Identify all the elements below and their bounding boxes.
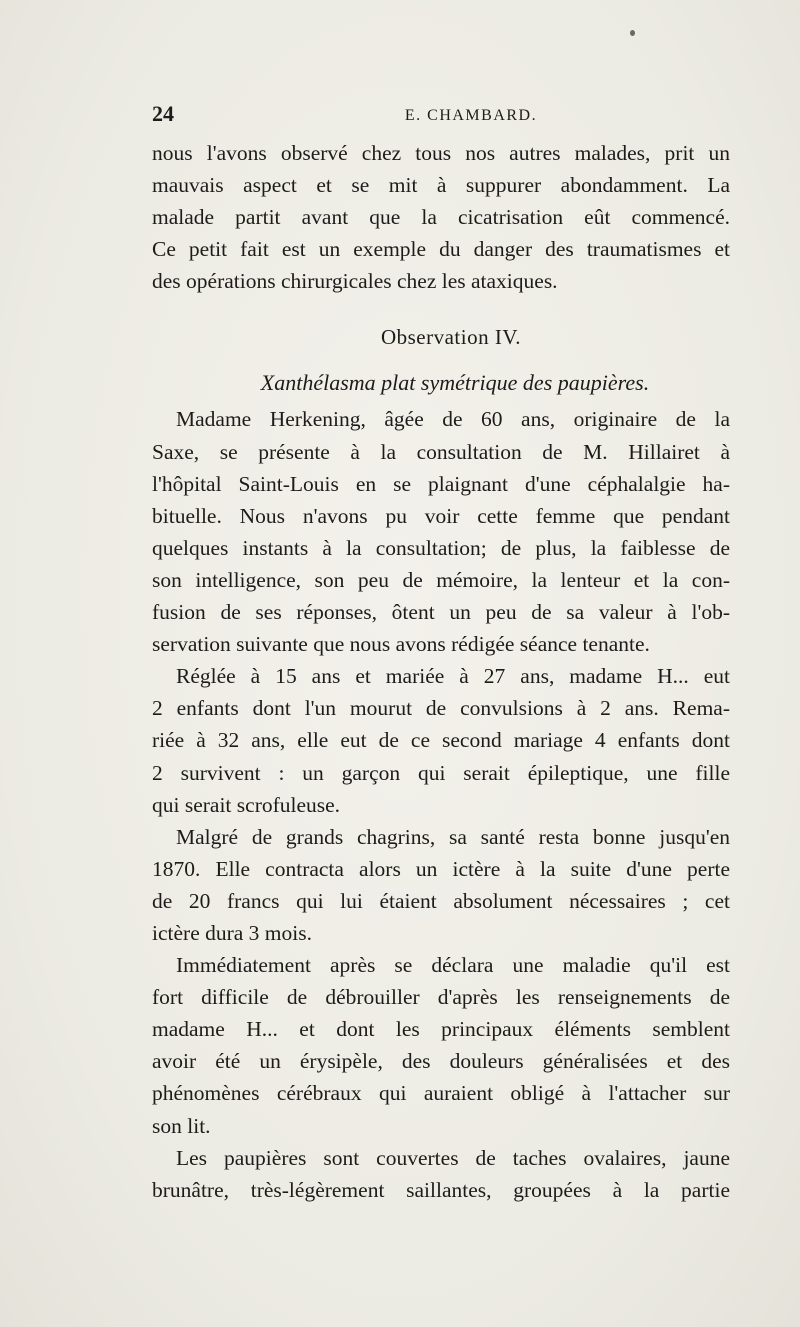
observation-heading: Observation IV. [380,325,522,350]
text-line: son intelligence, son peu de mémoire, la lenteur et la con- [152,567,730,592]
text-line: Immédiatement après se déclara une maladie qu'il est [176,953,730,978]
paragraph [152,949,730,1142]
observation-subtitle: Xanthélasma plat symétrique des paupières. [260,370,650,396]
text-line: de 20 francs qui lui étaient absolument nécessaires ; cet [152,888,730,913]
text-line: malade partit avant que la cicatrisation eût commencé. [152,205,730,230]
text-line: Les paupières sont couvertes de taches ovalaires, jaune [176,1145,730,1170]
page-number: 24 [152,101,174,126]
text-line: Réglée à 15 ans et mariée à 27 ans, madame H... eut [176,664,730,689]
text-line: fusion de ses réponses, ôtent un peu de sa valeur à l'ob- [152,600,730,625]
paragraph [152,660,730,820]
text-line: madame H... et dont les principaux éléments semblent [152,1017,730,1042]
text-line: fort difficile de débrouiller d'après les renseignements de [152,985,730,1010]
text-line: Ce petit fait est un exemple du danger des traumatismes et [152,237,730,262]
ink-speck [630,30,635,36]
text-line: ictère dura 3 mois. [152,920,313,945]
text-line: servation suivante que nous avons rédigée séance tenante. [152,632,650,657]
paragraphs-before [152,137,730,297]
text-line: nous l'avons observé chez tous nos autres malades, prit un [152,141,730,165]
text-line: mauvais aspect et se mit à suppurer abondamment. La [152,173,730,198]
text-line: qui serait scrofuleuse. [152,792,341,817]
paragraph [152,821,730,949]
paragraph [152,137,730,297]
text-line: 1870. Elle contracta alors un ictère à la suite d'une perte [152,856,730,881]
text-line: des opérations chirurgicales chez les ataxiques. [152,269,558,294]
text-line: avoir été un érysipèle, des douleurs généralisées et des [152,1049,730,1074]
text-line: l'hôpital Saint-Louis en se plaignant d'une céphalalgie ha- [152,471,730,496]
text-line: Saxe, se présente à la consultation de M. Hillairet à [152,439,730,464]
text-line: 2 enfants dont l'un mourut de convulsions à 2 ans. Rema- [152,696,730,721]
text-line: 2 survivent : un garçon qui serait épileptique, une fille [152,760,730,785]
text-line: son lit. [152,1113,211,1138]
text-line: riée à 32 ans, elle eut de ce second mariage 4 enfants dont [152,728,730,753]
text-line: brunâtre, très-légèrement saillantes, groupées à la partie [152,1177,730,1202]
paragraphs-after [152,403,730,1205]
paragraph [152,403,730,660]
body-text [152,137,730,1206]
text-line: bituelle. Nous n'avons pu voir cette femme que pendant [152,503,730,528]
paragraph [152,1142,730,1206]
text-line: quelques instants à la consultation; de plus, la faiblesse de [152,535,730,560]
page-header [152,99,730,129]
text-line: Madame Herkening, âgée de 60 ans, originaire de la [176,407,730,432]
running-title: E. CHAMBARD. [404,107,538,124]
text-line: phénomènes cérébraux qui auraient obligé à l'attacher sur [152,1081,730,1106]
text-line: Malgré de grands chagrins, sa santé resta bonne jusqu'en [176,824,730,849]
